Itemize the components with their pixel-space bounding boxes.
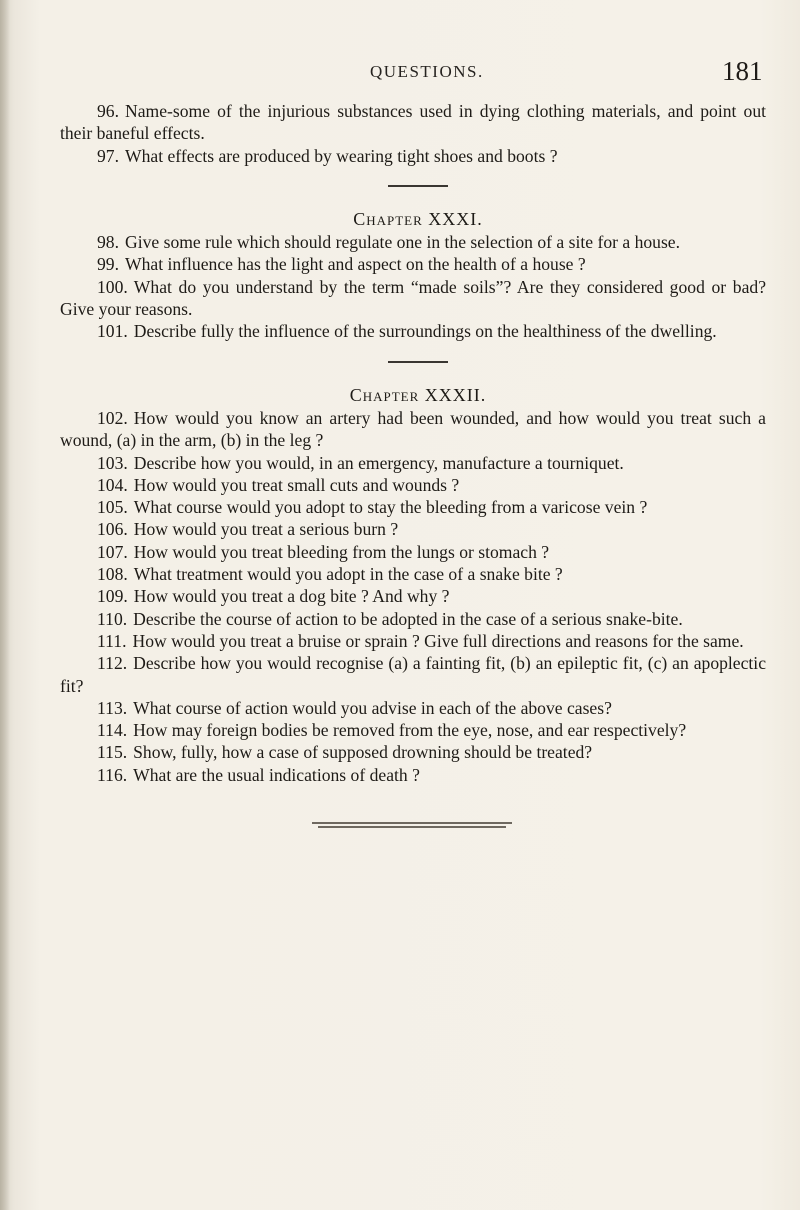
question-105: 105. What course would you adopt to stay the bleeding from a varicose vein ? xyxy=(97,497,648,518)
question-113: 113. What course of action would you advise in each of the above cases? xyxy=(97,697,612,718)
question-115: 115. Show, fully, how a case of supposed drowning should be treated? xyxy=(97,742,593,763)
section-divider xyxy=(388,361,448,363)
question-99: 99. What influence has the light and aspect on the health of a house ? xyxy=(97,254,586,275)
gutter-shadow xyxy=(0,0,10,1210)
question-102: 102. How would you know an artery had been wounded, and how would you treat such a wound, (a) in the arm, (b) in the leg ? xyxy=(60,407,766,451)
question-116: 116. What are the usual indications of death ? xyxy=(97,764,420,785)
end-rule-line xyxy=(318,826,506,828)
page-number: 181 xyxy=(722,56,763,86)
question-114: 114. How may foreign bodies be removed from the eye, nose, and ear respectively? xyxy=(97,720,687,741)
question-97: 97. What effects are produced by wearing tight shoes and boots ? xyxy=(97,145,558,166)
question-96: 96. Name-some of the injurious substances used in dying clothing materials, and point out their baneful effects. xyxy=(60,101,766,144)
question-107: 107. How would you treat bleeding from the lungs or stomach ? xyxy=(97,541,550,562)
end-rule-line xyxy=(312,822,512,824)
question-98: 98. Give some rule which should regulate one in the selection of a site for a house. xyxy=(97,232,681,253)
question-101: 101. Describe fully the influence of the surroundings on the healthiness of the dwelling. xyxy=(97,321,717,342)
question-109: 109. How would you treat a dog bite ? And why ? xyxy=(97,586,450,607)
question-104: 104. How would you treat small cuts and wounds ? xyxy=(97,474,460,495)
end-double-rule xyxy=(60,822,766,828)
question-110: 110. Describe the course of action to be adopted in the case of a serious snake-bite. xyxy=(97,608,683,629)
question-111: 111. How would you treat a bruise or sprain ? Give full directions and reasons for the same. xyxy=(97,630,744,651)
question-112: 112. Describe how you would recognise (a) a fainting fit, (b) an epileptic fit, (c) an apoplectic fit? xyxy=(60,653,766,696)
page-header xyxy=(0,56,800,92)
question-100: 100. What do you understand by the term “made soils”? Are they considered good or bad? Give your reasons. xyxy=(60,276,766,320)
chapter-heading-xxxii: Chapter XXXII. xyxy=(349,384,487,405)
question-108: 108. What treatment would you adopt in the case of a snake bite ? xyxy=(97,564,563,585)
questions-body xyxy=(60,100,766,828)
question-106: 106. How would you treat a serious burn ? xyxy=(97,519,399,540)
chapter-heading-xxxi: Chapter XXXI. xyxy=(353,208,483,229)
running-head: QUESTIONS. xyxy=(370,62,484,81)
question-103: 103. Describe how you would, in an emergency, manufacture a tourniquet. xyxy=(97,452,624,473)
section-divider xyxy=(388,185,448,187)
